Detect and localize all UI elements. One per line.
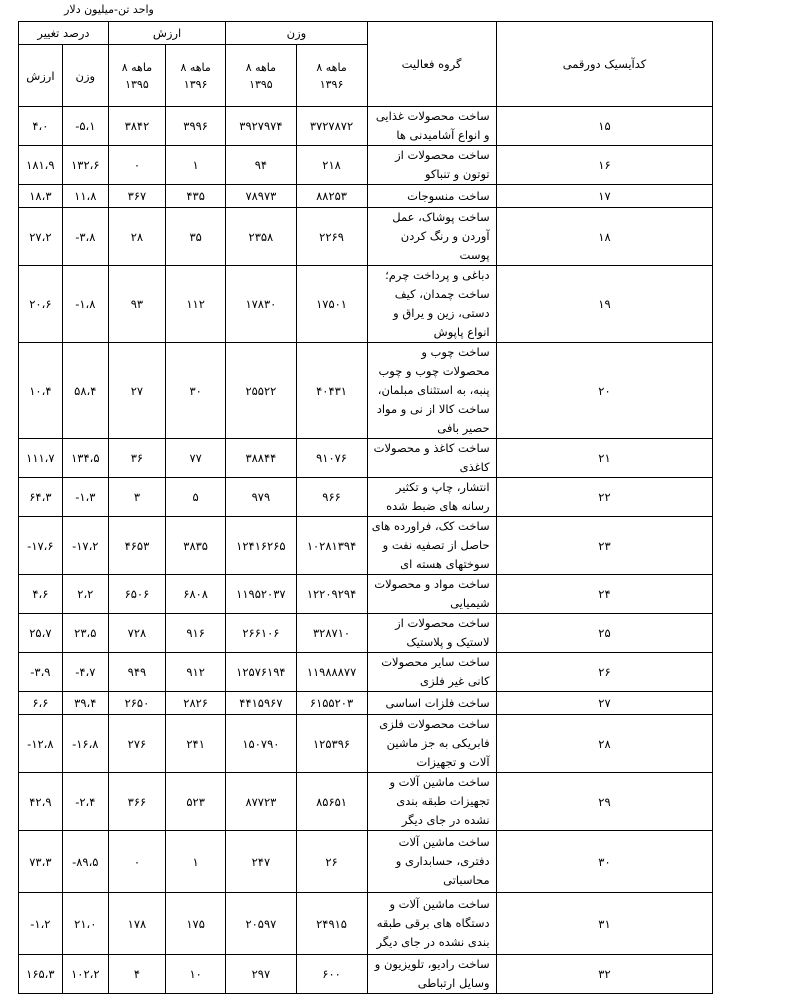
cell-change-weight: -۸۹،۵ bbox=[62, 831, 108, 893]
cell-value-1395: ۳۶۶ bbox=[108, 773, 165, 831]
header-value: ارزش bbox=[108, 22, 225, 45]
cell-code: ۱۶ bbox=[496, 146, 713, 185]
cell-code: ۱۸ bbox=[496, 208, 713, 266]
cell-weight-1395: ۹۷۹ bbox=[226, 478, 296, 517]
period-label: ۸ ماهه ۱۳۹۶ bbox=[316, 60, 347, 91]
cell-weight-1395: ۱۱۹۵۲۰۳۷ bbox=[226, 575, 296, 614]
cell-value-1395: ۳۸۴۲ bbox=[108, 107, 165, 146]
cell-value-1395: ۳۶۷ bbox=[108, 185, 165, 208]
cell-change-weight: -۱،۸ bbox=[62, 266, 108, 343]
table-row bbox=[19, 773, 800, 831]
cell-change-weight: -۲،۴ bbox=[62, 773, 108, 831]
cell-weight-1396: ۹۱۰۷۶ bbox=[296, 439, 367, 478]
cell-change-value: ۴۲،۹ bbox=[19, 773, 63, 831]
cell-change-value: ۱۶۵،۳ bbox=[19, 955, 63, 994]
cell-change-weight: ۱۳۴،۵ bbox=[62, 439, 108, 478]
cell-change-weight: ۱۳۲،۶ bbox=[62, 146, 108, 185]
cell-weight-1396: ۸۸۲۵۳ bbox=[296, 185, 367, 208]
cell-activity: ساخت منسوجات bbox=[367, 185, 496, 208]
cell-change-weight: -۵،۱ bbox=[62, 107, 108, 146]
cell-change-value: ۶۴،۳ bbox=[19, 478, 63, 517]
cell-activity: ساخت محصولات از لاستیک و پلاستیک bbox=[367, 614, 496, 653]
cell-value-1396: ۳۸۳۵ bbox=[165, 517, 225, 575]
cell-change-value: ۷۳،۳ bbox=[19, 831, 63, 893]
table-row bbox=[19, 439, 800, 478]
cell-weight-1396: ۲۶ bbox=[296, 831, 367, 893]
table-row bbox=[19, 517, 800, 575]
cell-code: ۳۲ bbox=[496, 955, 713, 994]
cell-code: ۲۷ bbox=[496, 692, 713, 715]
cell-weight-1396: ۲۲۶۹ bbox=[296, 208, 367, 266]
unit-note: واحد تن-میلیون دلار bbox=[64, 3, 154, 16]
cell-change-weight: ۱۱،۸ bbox=[62, 185, 108, 208]
cell-code: ۲۳ bbox=[496, 517, 713, 575]
cell-weight-1396: ۱۲۵۳۹۶ bbox=[296, 715, 367, 773]
cell-value-1395: ۰ bbox=[108, 831, 165, 893]
cell-activity: ساخت محصولات فلزی فابریکی به جز ماشین آلات و تجهیزات bbox=[367, 715, 496, 773]
cell-value-1396: ۱۰ bbox=[165, 955, 225, 994]
cell-activity: ساخت مواد و محصولات شیمیایی bbox=[367, 575, 496, 614]
cell-value-1395: ۹۴۹ bbox=[108, 653, 165, 692]
cell-value-1395: ۹۳ bbox=[108, 266, 165, 343]
table-row bbox=[19, 266, 800, 343]
cell-activity: ساخت ماشین آلات دفتری، حسابداری و محاسباتی bbox=[367, 831, 496, 893]
cell-value-1396: ۳۵ bbox=[165, 208, 225, 266]
cell-weight-1395: ۳۸۸۴۴ bbox=[226, 439, 296, 478]
table-row bbox=[19, 478, 800, 517]
table-row bbox=[19, 893, 800, 955]
header-value-1396 bbox=[165, 45, 225, 107]
cell-value-1396: ۷۷ bbox=[165, 439, 225, 478]
cell-value-1396: ۱۱۲ bbox=[165, 266, 225, 343]
trade-table bbox=[18, 21, 800, 994]
cell-weight-1396: ۱۱۹۸۸۸۷۷ bbox=[296, 653, 367, 692]
header-weight: وزن bbox=[226, 22, 367, 45]
cell-change-weight: ۱۰۲،۲ bbox=[62, 955, 108, 994]
cell-change-value: ۲۰،۶ bbox=[19, 266, 63, 343]
cell-activity: ساخت محصولات غذایی و انواع آشامیدنی ها bbox=[367, 107, 496, 146]
cell-weight-1396: ۲۴۹۱۵ bbox=[296, 893, 367, 955]
cell-value-1396: ۱۷۵ bbox=[165, 893, 225, 955]
cell-value-1395: ۰ bbox=[108, 146, 165, 185]
table-row bbox=[19, 653, 800, 692]
table-row bbox=[19, 107, 800, 146]
cell-value-1396: ۴۳۵ bbox=[165, 185, 225, 208]
cell-activity: ساخت چوب و محصولات چوب و چوب پنبه، به استثنای مبلمان، ساخت کالا از نی و مواد حصیر بافی bbox=[367, 343, 496, 439]
cell-code: ۲۲ bbox=[496, 478, 713, 517]
cell-weight-1396: ۱۷۵۰۱ bbox=[296, 266, 367, 343]
cell-change-value: ۲۷،۲ bbox=[19, 208, 63, 266]
header-change: درصد تغییر bbox=[19, 22, 109, 45]
cell-weight-1395: ۲۳۵۸ bbox=[226, 208, 296, 266]
cell-weight-1396: ۳۷۲۷۸۷۲ bbox=[296, 107, 367, 146]
cell-value-1396: ۳۹۹۶ bbox=[165, 107, 225, 146]
cell-value-1395: ۲۷ bbox=[108, 343, 165, 439]
cell-weight-1395: ۴۴۱۵۹۶۷ bbox=[226, 692, 296, 715]
cell-change-weight: ۲،۲ bbox=[62, 575, 108, 614]
table-row bbox=[19, 692, 800, 715]
cell-activity: انتشار، چاپ و تکثیر رسانه های ضبط شده bbox=[367, 478, 496, 517]
cell-value-1395: ۷۲۸ bbox=[108, 614, 165, 653]
cell-change-weight: -۱۷،۲ bbox=[62, 517, 108, 575]
cell-change-weight: -۴،۷ bbox=[62, 653, 108, 692]
cell-change-value: -۳،۹ bbox=[19, 653, 63, 692]
cell-value-1396: ۱ bbox=[165, 146, 225, 185]
table-row bbox=[19, 575, 800, 614]
cell-value-1396: ۹۱۶ bbox=[165, 614, 225, 653]
table-body bbox=[19, 107, 800, 994]
cell-weight-1395: ۱۲۴۱۶۲۶۵ bbox=[226, 517, 296, 575]
cell-weight-1395: ۱۲۵۷۶۱۹۴ bbox=[226, 653, 296, 692]
cell-value-1395: ۲۸ bbox=[108, 208, 165, 266]
cell-change-weight: ۲۱،۰ bbox=[62, 893, 108, 955]
header-change-value: ارزش bbox=[19, 45, 63, 107]
cell-value-1395: ۲۶۵۰ bbox=[108, 692, 165, 715]
header-row-top bbox=[19, 22, 800, 45]
cell-activity: ساخت فلزات اساسی bbox=[367, 692, 496, 715]
period-label: ۸ ماهه ۱۳۹۵ bbox=[245, 60, 277, 91]
cell-code: ۲۹ bbox=[496, 773, 713, 831]
cell-value-1396: ۲۸۲۶ bbox=[165, 692, 225, 715]
cell-change-weight: -۱،۳ bbox=[62, 478, 108, 517]
table-row bbox=[19, 715, 800, 773]
cell-code: ۱۷ bbox=[496, 185, 713, 208]
cell-activity: ساخت ماشین آلات و دستگاه های برقی طبقه بندی نشده در جای دیگر bbox=[367, 893, 496, 955]
cell-change-value: ۶،۶ bbox=[19, 692, 63, 715]
cell-change-value: -۱۷،۶ bbox=[19, 517, 63, 575]
cell-change-value: ۱۸۱،۹ bbox=[19, 146, 63, 185]
cell-code: ۲۴ bbox=[496, 575, 713, 614]
cell-code: ۱۹ bbox=[496, 266, 713, 343]
cell-change-weight: ۲۳،۵ bbox=[62, 614, 108, 653]
cell-value-1395: ۲۷۶ bbox=[108, 715, 165, 773]
cell-weight-1395: ۱۵۰۷۹۰ bbox=[226, 715, 296, 773]
cell-weight-1395: ۸۷۷۲۳ bbox=[226, 773, 296, 831]
cell-value-1396: ۵ bbox=[165, 478, 225, 517]
cell-weight-1396: ۶۰۰ bbox=[296, 955, 367, 994]
cell-weight-1396: ۳۲۸۷۱۰ bbox=[296, 614, 367, 653]
cell-activity: ساخت محصولات از توتون و تنباکو bbox=[367, 146, 496, 185]
cell-change-value: -۱،۲ bbox=[19, 893, 63, 955]
table-row bbox=[19, 208, 800, 266]
cell-value-1396: ۳۰ bbox=[165, 343, 225, 439]
cell-change-value: ۱۱۱،۷ bbox=[19, 439, 63, 478]
header-activity: گروه فعالیت bbox=[367, 22, 496, 107]
table-row bbox=[19, 831, 800, 893]
cell-weight-1396: ۹۶۶ bbox=[296, 478, 367, 517]
cell-code: ۳۰ bbox=[496, 831, 713, 893]
cell-weight-1395: ۲۶۶۱۰۶ bbox=[226, 614, 296, 653]
cell-activity: ساخت ماشین آلات و تجهیزات طبقه بندی نشده در جای دیگر bbox=[367, 773, 496, 831]
cell-code: ۱۵ bbox=[496, 107, 713, 146]
table-row bbox=[19, 343, 800, 439]
cell-weight-1395: ۱۷۸۳۰ bbox=[226, 266, 296, 343]
cell-weight-1395: ۷۸۹۷۳ bbox=[226, 185, 296, 208]
cell-change-weight: ۳۹،۴ bbox=[62, 692, 108, 715]
header-change-weight: وزن bbox=[62, 45, 108, 107]
cell-value-1395: ۴۶۵۳ bbox=[108, 517, 165, 575]
cell-activity: دباغی و پرداخت چرم؛ ساخت چمدان، کیف دستی، زین و یراق و انواع پاپوش bbox=[367, 266, 496, 343]
cell-value-1395: ۴ bbox=[108, 955, 165, 994]
cell-code: ۳۱ bbox=[496, 893, 713, 955]
cell-value-1395: ۶۵۰۶ bbox=[108, 575, 165, 614]
cell-weight-1396: ۶۱۵۵۲۰۳ bbox=[296, 692, 367, 715]
header-code: کدآیسیک دورقمی bbox=[496, 22, 713, 107]
cell-weight-1396: ۸۵۶۵۱ bbox=[296, 773, 367, 831]
cell-value-1395: ۳ bbox=[108, 478, 165, 517]
cell-weight-1395: ۲۴۷ bbox=[226, 831, 296, 893]
cell-value-1396: ۱ bbox=[165, 831, 225, 893]
cell-change-value: ۴،۰ bbox=[19, 107, 63, 146]
cell-change-value: ۱۰،۴ bbox=[19, 343, 63, 439]
cell-change-value: ۴،۶ bbox=[19, 575, 63, 614]
table-row bbox=[19, 614, 800, 653]
table-row bbox=[19, 185, 800, 208]
period-label: ۸ ماهه ۱۳۹۵ bbox=[121, 60, 153, 91]
header-value-1395 bbox=[108, 45, 165, 107]
cell-weight-1395: ۲۹۷ bbox=[226, 955, 296, 994]
cell-change-weight: -۳،۸ bbox=[62, 208, 108, 266]
cell-weight-1396: ۱۰۲۸۱۳۹۴ bbox=[296, 517, 367, 575]
cell-value-1395: ۱۷۸ bbox=[108, 893, 165, 955]
cell-code: ۲۵ bbox=[496, 614, 713, 653]
header-weight-1396 bbox=[296, 45, 367, 107]
cell-change-weight: ۵۸،۴ bbox=[62, 343, 108, 439]
cell-weight-1395: ۳۹۲۷۹۷۴ bbox=[226, 107, 296, 146]
cell-code: ۲۸ bbox=[496, 715, 713, 773]
cell-code: ۲۱ bbox=[496, 439, 713, 478]
cell-code: ۲۰ bbox=[496, 343, 713, 439]
cell-weight-1395: ۲۰۵۹۷ bbox=[226, 893, 296, 955]
cell-change-value: ۲۵،۷ bbox=[19, 614, 63, 653]
cell-code: ۲۶ bbox=[496, 653, 713, 692]
cell-value-1396: ۶۸۰۸ bbox=[165, 575, 225, 614]
cell-weight-1396: ۱۲۲۰۹۲۹۴ bbox=[296, 575, 367, 614]
cell-weight-1395: ۲۵۵۲۲ bbox=[226, 343, 296, 439]
cell-value-1396: ۲۴۱ bbox=[165, 715, 225, 773]
cell-change-weight: -۱۶،۸ bbox=[62, 715, 108, 773]
cell-weight-1396: ۴۰۴۳۱ bbox=[296, 343, 367, 439]
cell-activity: ساخت کاغذ و محصولات کاغذی bbox=[367, 439, 496, 478]
cell-activity: ساخت کک، فراورده های حاصل از تصفیه نفت و سوختهای هسته ای bbox=[367, 517, 496, 575]
cell-activity: ساخت پوشاک، عمل آوردن و رنگ کردن پوست bbox=[367, 208, 496, 266]
cell-weight-1395: ۹۴ bbox=[226, 146, 296, 185]
cell-weight-1396: ۲۱۸ bbox=[296, 146, 367, 185]
cell-value-1396: ۹۱۲ bbox=[165, 653, 225, 692]
table-row bbox=[19, 955, 800, 994]
period-label: ۸ ماهه ۱۳۹۶ bbox=[180, 60, 211, 91]
cell-activity: ساخت رادیو، تلویزیون و وسایل ارتباطی bbox=[367, 955, 496, 994]
cell-activity: ساخت سایر محصولات کانی غیر فلزی bbox=[367, 653, 496, 692]
cell-value-1395: ۳۶ bbox=[108, 439, 165, 478]
header-weight-1395 bbox=[226, 45, 296, 107]
cell-change-value: -۱۲،۸ bbox=[19, 715, 63, 773]
table-row bbox=[19, 146, 800, 185]
cell-change-value: ۱۸،۳ bbox=[19, 185, 63, 208]
cell-value-1396: ۵۲۳ bbox=[165, 773, 225, 831]
